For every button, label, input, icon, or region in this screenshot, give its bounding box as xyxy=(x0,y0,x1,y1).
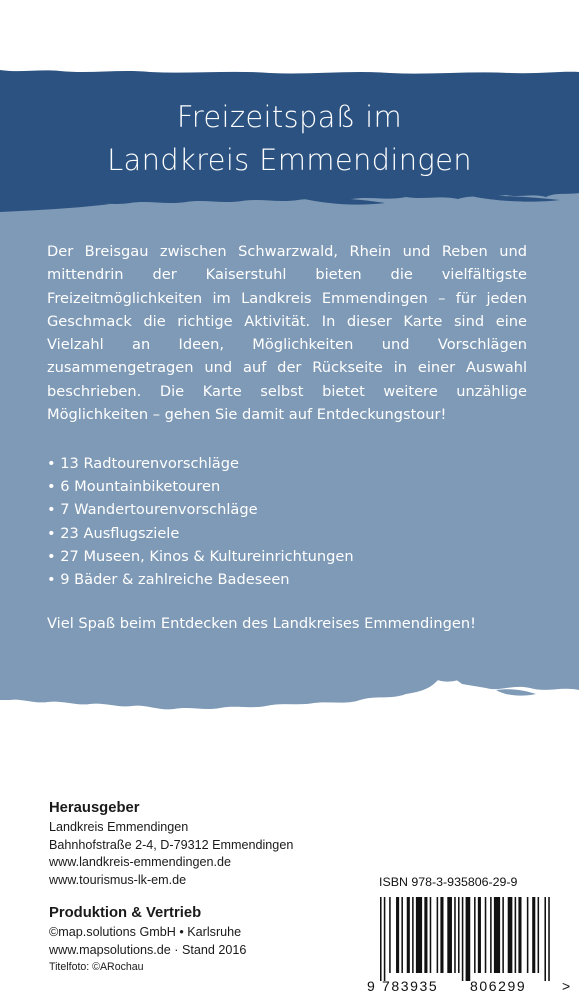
barcode-bar xyxy=(454,897,456,973)
barcode-bar xyxy=(490,897,492,973)
barcode-bar xyxy=(466,897,471,981)
production-block xyxy=(49,904,246,975)
barcode-bar xyxy=(380,897,382,981)
barcode-bar xyxy=(527,897,529,973)
tourism-website-link[interactable]: www.tourismus-lk-em.de xyxy=(49,872,187,887)
publisher-website-link[interactable]: www.landkreis-emmendingen.de xyxy=(49,855,232,870)
closing-sentence: Viel Spaß beim Entdecken des Landkreises Emmendingen! xyxy=(47,615,476,632)
barcode-bar xyxy=(515,897,517,973)
barcode-bar xyxy=(462,897,464,981)
barcode-bar xyxy=(430,897,432,973)
barcode-bar xyxy=(478,897,481,973)
light-band-streak xyxy=(496,689,536,695)
feature-list xyxy=(47,452,527,591)
barcode-bar xyxy=(538,897,540,973)
feature-item: • 7 Wandertourenvorschläge xyxy=(47,501,258,519)
barcode-bars xyxy=(380,897,550,981)
barcode-bar xyxy=(384,897,386,981)
publisher-name: Landkreis Emmendingen xyxy=(49,820,189,834)
publisher-block xyxy=(49,799,293,889)
barcode-bar xyxy=(447,897,452,973)
barcode-bar xyxy=(458,897,460,973)
barcode-bar xyxy=(502,897,504,973)
feature-item: • 9 Bäder & zahlreiche Badeseen xyxy=(47,571,290,589)
isbn-label: ISBN 978-3-935806-29-9 xyxy=(379,875,518,889)
barcode-bar xyxy=(401,897,403,973)
barcode-bar xyxy=(437,897,439,973)
barcode-bar xyxy=(485,897,487,973)
barcode-bar xyxy=(407,897,410,973)
barcode-bar xyxy=(508,897,513,973)
production-heading: Produktion & Vertrieb xyxy=(49,905,202,921)
barcode-bar xyxy=(494,897,500,973)
barcode-bar xyxy=(412,897,414,973)
intro-paragraph: Der Breisgau zwischen Schwarzwald, Rhein und Reben und mittendrin der Kaiserstuhl bieten die vielfältigste Freizeitmöglichkeiten im Landkreis Emmendingen – für jeden Geschmack die richtige Aktivität. In dieser Karte sind eine Vielzahl an Ideen, Möglichkeiten und Vorschlägen zusammengetragen und auf der Rückseite in einer Auswahl beschrieben. Die Karte selbst bietet weitere unzählige Möglichkeiten – gehen Sie damit auf Entdeckungstour! xyxy=(47,243,527,424)
barcode-digits-right: 806299 xyxy=(470,978,527,994)
publisher-address: Bahnhofstraße 2-4, D-79312 Emmendingen xyxy=(49,837,294,852)
dark-blue-band xyxy=(0,70,579,205)
barcode-bar xyxy=(544,897,546,981)
barcode-bar xyxy=(424,897,427,973)
title-line-2: Landkreis Emmendingen xyxy=(107,143,472,177)
isbn-barcode xyxy=(360,895,575,995)
barcode-bar xyxy=(416,897,422,973)
barcode-quiet-mark: > xyxy=(562,978,571,994)
feature-item: • 6 Mountainbiketouren xyxy=(47,478,221,496)
barcode-bar xyxy=(532,897,535,973)
publisher-heading: Herausgeber xyxy=(49,800,140,816)
feature-item: • 23 Ausflugsziele xyxy=(47,524,180,542)
feature-item: • 27 Museen, Kinos & Kultureinrichtungen xyxy=(47,547,354,565)
barcode-bar xyxy=(474,897,476,973)
production-company: ©map.solutions GmbH • Karlsruhe xyxy=(49,925,242,939)
title-line-1: Freizeitspaß im xyxy=(176,100,403,134)
barcode-digits-left: 783935 xyxy=(382,978,439,994)
barcode-bar xyxy=(396,897,399,973)
barcode-bar xyxy=(440,897,443,973)
photo-credit: Titelfoto: ©ARochau xyxy=(49,961,144,974)
barcode-bar xyxy=(548,897,550,981)
production-info: www.mapsolutions.de · Stand 2016 xyxy=(49,942,247,957)
feature-item: • 13 Radtourenvorschläge xyxy=(47,455,239,472)
barcode-bar xyxy=(389,897,391,973)
barcode-first-digit: 9 xyxy=(367,978,375,994)
barcode-bar xyxy=(518,897,521,973)
